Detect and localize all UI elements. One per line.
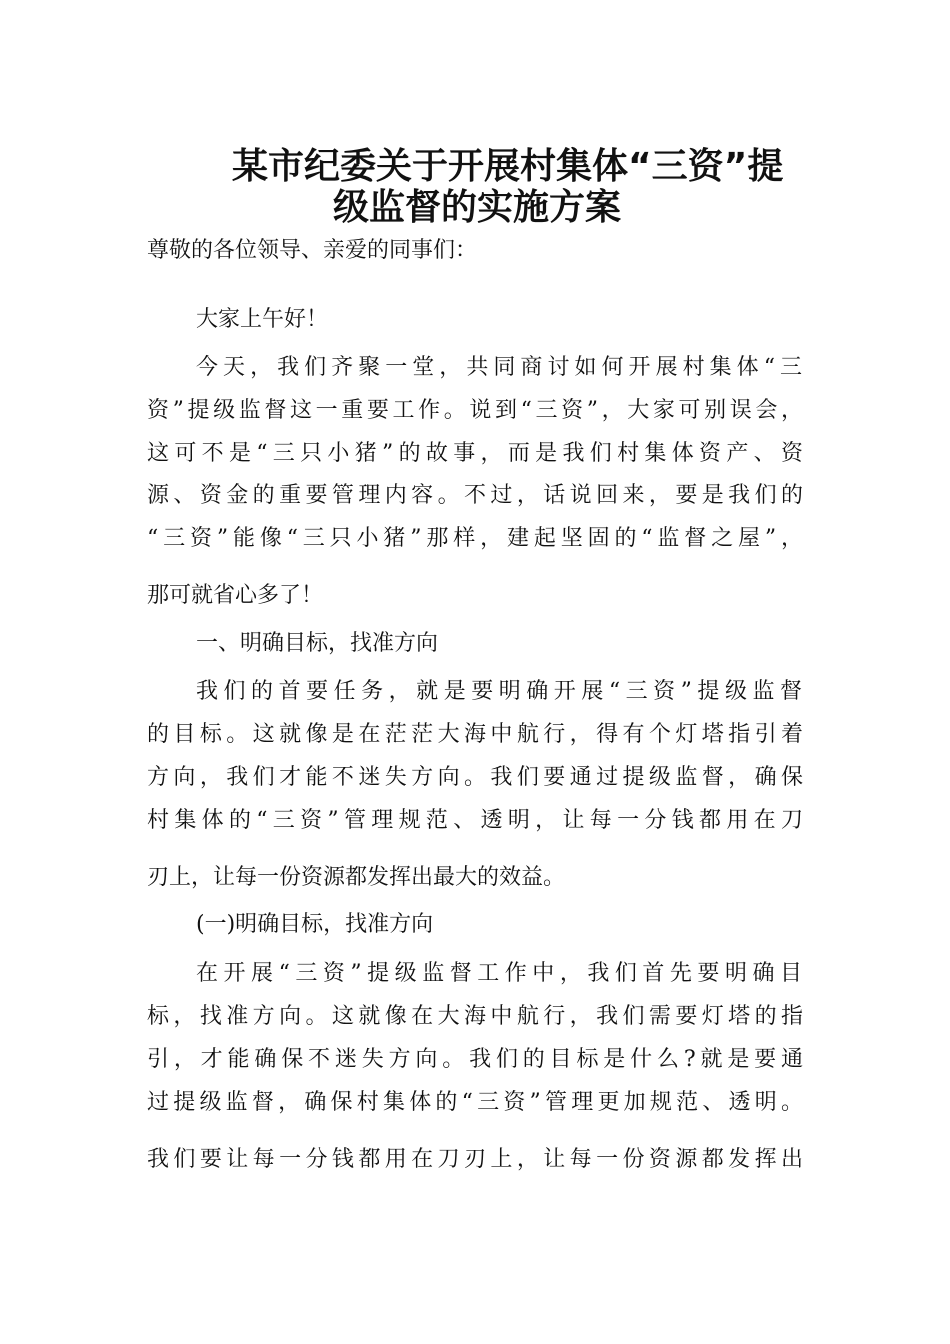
paragraph-line: 我们要让每一分钱都用在刀刃上，让每一份资源都发挥出 — [147, 1147, 803, 1172]
section-heading: 一、明确目标，找准方向 — [196, 631, 439, 656]
paragraph-line: “三资”能像“三只小猪”那样，建起坚固的“监督之屋”， — [147, 526, 803, 551]
paragraph-line: 标，找准方向。这就像在大海中航行，我们需要灯塔的指 — [147, 1004, 803, 1029]
paragraph-line: 过提级监督，确保村集体的“三资”管理更加规范、透明。 — [147, 1090, 803, 1115]
paragraph-line: 我们的首要任务，就是要明确开展“三资”提级监督 — [196, 679, 802, 704]
paragraph-line: 刃上，让每一份资源都发挥出最大的效益。 — [147, 865, 566, 890]
greeting: 大家上午好！ — [196, 307, 329, 332]
paragraph-line: 方向，我们才能不迷失方向。我们要通过提级监督，确保 — [147, 765, 803, 790]
paragraph-line: 源、资金的重要管理内容。不过，话说回来，要是我们的 — [147, 483, 803, 508]
paragraph-line: 村集体的“三资”管理规范、透明，让每一分钱都用在刀 — [147, 808, 803, 833]
document-title-line-1: 某市纪委关于开展村集体“三资”提 — [232, 146, 784, 187]
paragraph-line: 的目标。这就像是在茫茫大海中航行，得有个灯塔指引着 — [147, 722, 803, 747]
paragraph-line: 资”提级监督这一重要工作。说到“三资”，大家可别误会， — [147, 398, 803, 423]
document-title-line-2: 级监督的实施方案 — [333, 187, 622, 228]
paragraph-line: 今天，我们齐聚一堂，共同商讨如何开展村集体“三 — [196, 355, 802, 380]
paragraph-line: 那可就省心多了！ — [147, 583, 324, 608]
salutation: 尊敬的各位领导、亲爱的同事们： — [147, 238, 478, 263]
paragraph-line: 引，才能确保不迷失方向。我们的目标是什么?就是要通 — [147, 1047, 803, 1072]
paragraph-line: 在开展“三资”提级监督工作中，我们首先要明确目 — [196, 961, 802, 986]
paragraph-line: 这可不是“三只小猪”的故事，而是我们村集体资产、资 — [147, 441, 803, 466]
subsection-heading: (一)明确目标，找准方向 — [196, 912, 434, 937]
